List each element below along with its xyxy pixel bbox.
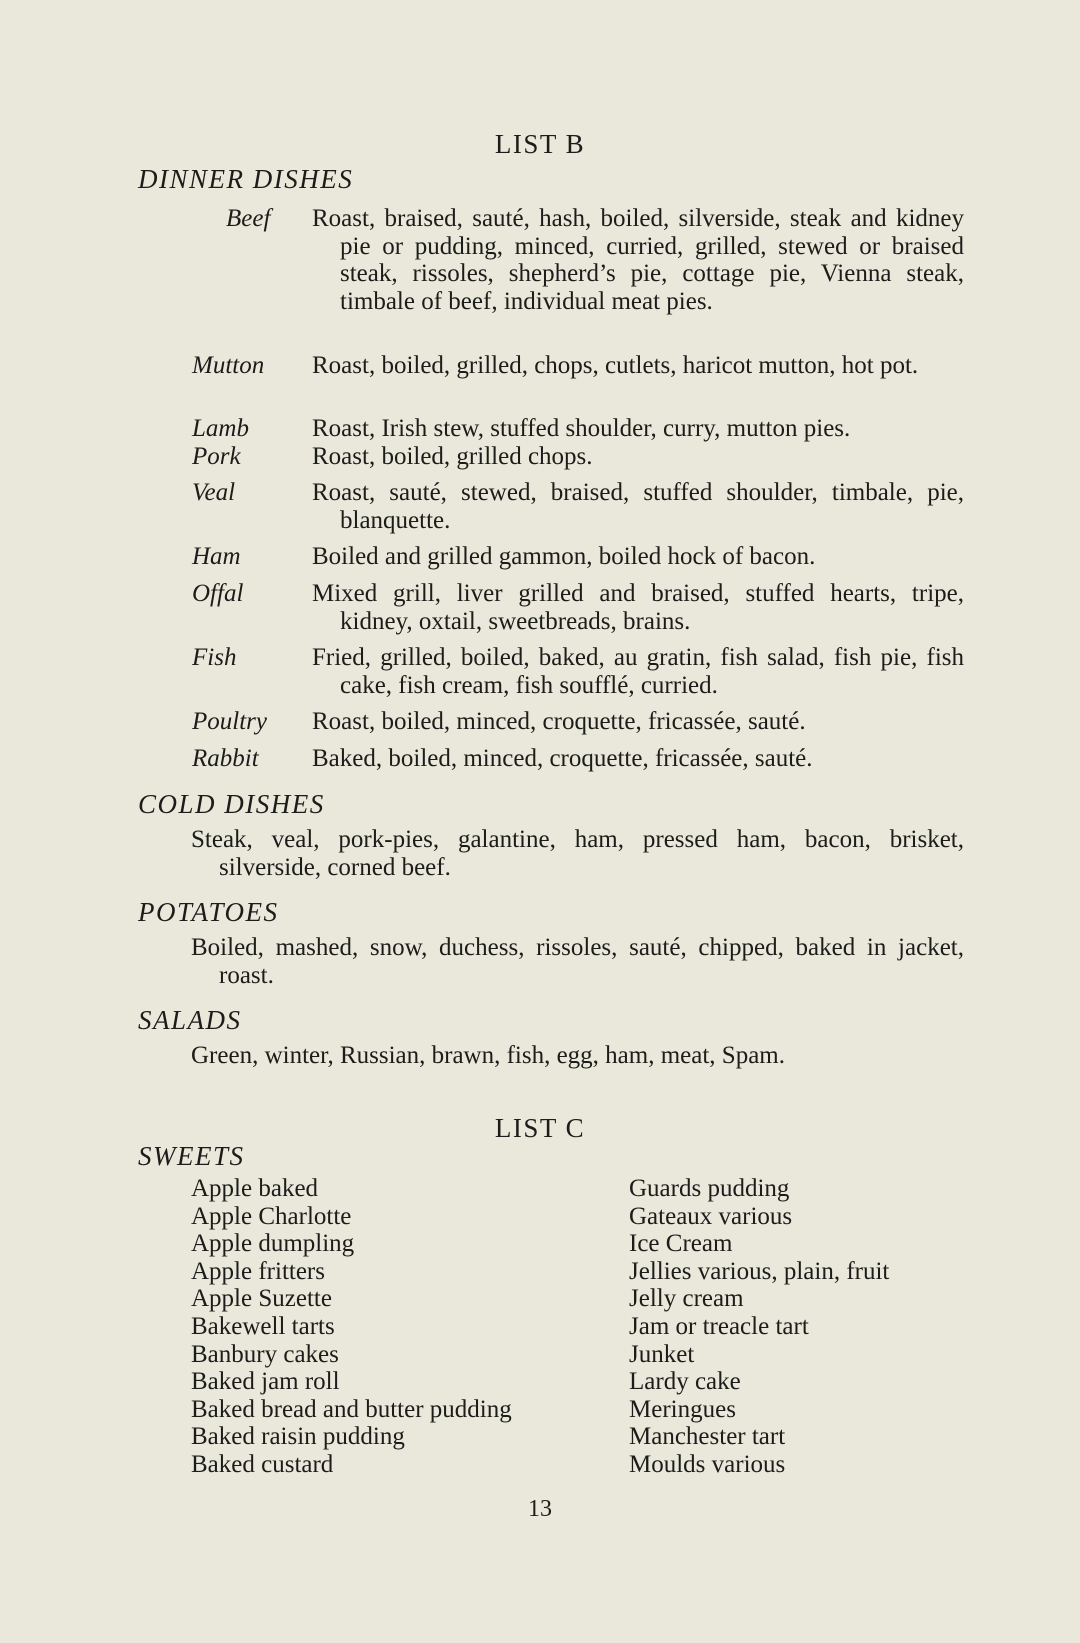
dish-text: Mixed grill, liver grilled and braised, stuffed hearts, tripe, kidney, oxtail, sweetbreads, brains.	[312, 580, 964, 635]
list-item: Lardy cake	[629, 1368, 741, 1396]
dish-text: Roast, boiled, minced, croquette, fricassée, sauté.	[312, 708, 806, 735]
list-item: Apple baked	[191, 1175, 319, 1202]
list-item: Guards pudding	[629, 1175, 790, 1202]
dish-label: Ham	[192, 543, 241, 570]
dish-label: Fish	[192, 644, 237, 671]
sweets-heading: SWEETS	[138, 1141, 245, 1171]
cold-dishes-text: Steak, veal, pork-pies, galantine, ham, pressed ham, bacon, brisket, silverside, corned beef.	[191, 826, 964, 881]
list-item: Jam or treacle tart	[629, 1312, 809, 1340]
dish-text: Roast, Irish stew, stuffed shoulder, curry, mutton pies.	[312, 415, 851, 442]
list-item: Apple Suzette	[191, 1285, 332, 1313]
sweets-list-left	[191, 1175, 512, 1479]
dish-label: Pork	[192, 443, 241, 470]
list-item: Apple fritters	[191, 1257, 325, 1285]
dish-text: Roast, sauté, stewed, braised, stuffed shoulder, timbale, pie, blanquette.	[312, 479, 964, 534]
dish-label: Beef	[226, 205, 271, 232]
dish-text: Fried, grilled, boiled, baked, au gratin, fish salad, fish pie, fish cake, fish cream, fish soufflé, curried.	[312, 644, 964, 699]
list-item: Baked jam roll	[191, 1368, 340, 1396]
list-item: Baked raisin pudding	[191, 1423, 405, 1451]
list-item: Junket	[629, 1340, 695, 1368]
dish-text: Roast, boiled, grilled chops.	[312, 443, 593, 470]
dinner-dishes-heading: DINNER DISHES	[138, 164, 354, 194]
dish-label: Rabbit	[192, 745, 259, 772]
list-item: Ice Cream	[629, 1230, 733, 1258]
list-item: Gateaux various	[629, 1202, 793, 1230]
list-item: Bakewell tarts	[191, 1312, 335, 1340]
potatoes-heading: POTATOES	[138, 897, 279, 927]
cold-dishes-heading: COLD DISHES	[138, 789, 325, 819]
list-item: Apple dumpling	[191, 1230, 355, 1258]
list-item: Jelly cream	[629, 1285, 744, 1313]
sweets-list-right	[629, 1175, 889, 1479]
page-number: 13	[528, 1496, 552, 1522]
list-item: Baked bread and butter pudding	[191, 1395, 512, 1423]
list-item: Banbury cakes	[191, 1340, 339, 1368]
list-item: Baked custard	[191, 1450, 334, 1478]
dish-label: Poultry	[192, 708, 267, 735]
dish-label: Lamb	[192, 415, 249, 442]
dish-label: Mutton	[192, 352, 265, 379]
list-item: Manchester tart	[629, 1423, 786, 1451]
potatoes-text: Boiled, mashed, snow, duchess, rissoles, sauté, chipped, baked in jacket, roast.	[191, 934, 964, 989]
list-item: Moulds various	[629, 1450, 786, 1478]
dish-label: Veal	[192, 479, 236, 506]
dish-text: Baked, boiled, minced, croquette, fricassée, sauté.	[312, 745, 813, 772]
list-item: Apple Charlotte	[191, 1202, 352, 1230]
dish-text: Boiled and grilled gammon, boiled hock of bacon.	[312, 543, 816, 570]
list-c-title: LIST C	[494, 1113, 586, 1143]
list-item: Meringues	[629, 1395, 736, 1423]
dish-text: Roast, boiled, grilled, chops, cutlets, haricot mutton, hot pot.	[312, 352, 919, 379]
list-b-title: LIST B	[494, 129, 586, 159]
salads-text: Green, winter, Russian, brawn, fish, egg, ham, meat, Spam.	[191, 1042, 786, 1069]
salads-heading: SALADS	[138, 1005, 242, 1035]
dish-label: Offal	[192, 580, 244, 607]
dish-text: Roast, braised, sauté, hash, boiled, silverside, steak and kidney pie or pudding, minced, curried, grilled, stewed or braised steak, rissoles, shepherd’s pie, cottage pie, Vienna steak, timbale of beef, individual meat pies.	[312, 205, 964, 315]
list-item: Jellies various, plain, fruit	[629, 1257, 890, 1285]
